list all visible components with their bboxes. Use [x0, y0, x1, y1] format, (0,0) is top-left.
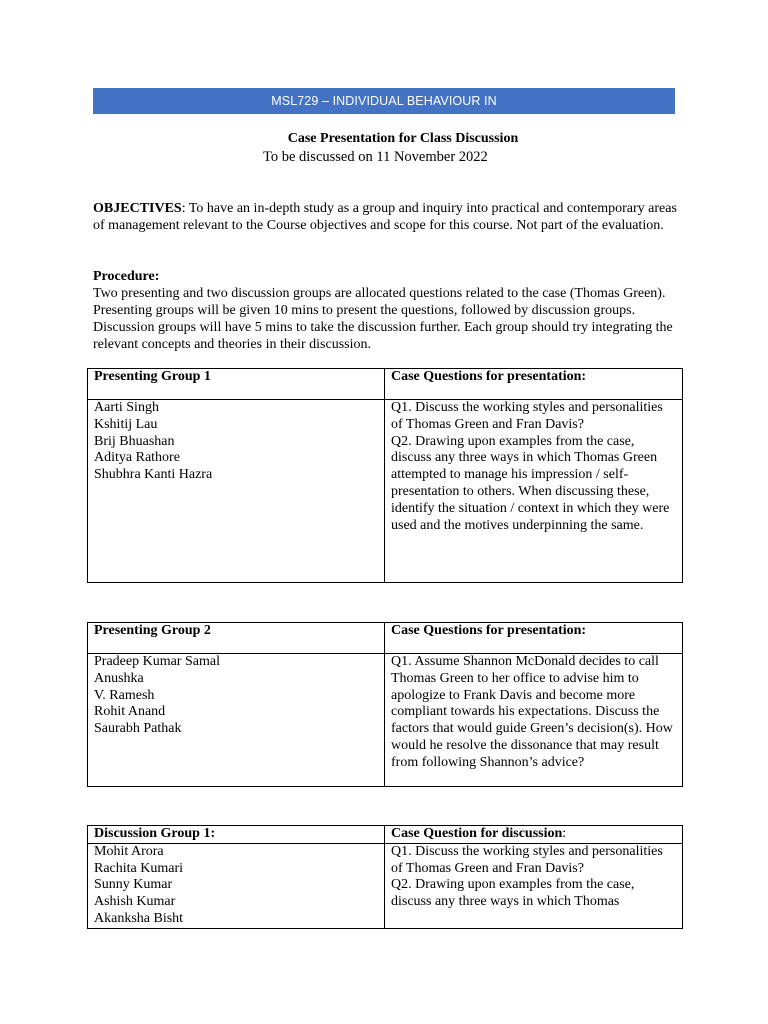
member-name: Saurabh Pathak	[94, 721, 182, 737]
discussion-date: To be discussed on 11 November 2022	[263, 149, 488, 165]
member-name: Rachita Kumari	[94, 860, 184, 876]
objectives-paragraph	[93, 200, 683, 234]
member-name: Aditya Rathore	[94, 450, 180, 466]
procedure-text: Two presenting and two discussion groups are allocated questions related to the case (Thomas Green). Presenting groups will be given 10 mins to present the questions, followed by discussion groups. Discussion groups will have 5 mins to take the discussion further. Each group should try integrating the relevant concepts and theories in their discussion.	[93, 286, 673, 352]
questions-heading: Case Questions for presentation:	[385, 369, 683, 400]
member-name: Brij Bhuashan	[94, 433, 175, 449]
member-name: Rohit Anand	[94, 704, 166, 720]
member-list	[88, 843, 385, 928]
member-name: Shubhra Kanti Hazra	[94, 467, 213, 483]
member-list	[88, 400, 385, 583]
member-name: Aarti Singh	[94, 400, 159, 415]
question-text: Q2. Drawing upon examples from the case, discuss any three ways in which Thomas Green attempted to manage his impression / self-presentation to others. When discussing these, identify the situation / context in which they were used and the motives underpinning the same.	[391, 433, 670, 533]
procedure-heading: Procedure:	[93, 269, 160, 284]
question-list	[385, 400, 683, 583]
objectives-text: : To have an in-depth study as a group and inquiry into practical and contemporary areas of management relevant to the Course objectives and scope for this course. Not part of the evaluation.	[93, 201, 677, 233]
discussion-group-1-table	[87, 825, 683, 929]
question-text: Q1. Discuss the working styles and personalities of Thomas Green and Fran Davis?	[391, 400, 663, 432]
member-list	[88, 654, 385, 787]
question-list	[385, 654, 683, 787]
questions-heading-colon: :	[562, 826, 567, 841]
member-name: Akanksha Bisht	[94, 910, 184, 926]
member-name: Sunny Kumar	[94, 877, 173, 893]
question-text: Q2. Drawing upon examples from the case, discuss any three ways in which Thomas	[391, 877, 635, 910]
document-title: Case Presentation for Class Discussion	[287, 131, 519, 146]
member-name: Pradeep Kumar Samal	[94, 654, 220, 669]
objectives-label: OBJECTIVES	[93, 201, 182, 216]
course-banner: MSL729 – INDIVIDUAL BEHAVIOUR IN	[93, 88, 675, 114]
member-name: Anushka	[94, 670, 144, 686]
member-name: Ashish Kumar	[94, 894, 176, 910]
member-name: Kshitij Lau	[94, 416, 158, 432]
questions-heading: Case Questions for presentation:	[385, 623, 683, 654]
question-text: Q1. Discuss the working styles and personalities of Thomas Green and Fran Davis?	[391, 843, 663, 876]
questions-heading-text: Case Question for discussion	[391, 826, 563, 841]
member-name: Mohit Arora	[94, 843, 164, 859]
presenting-group-1-table	[87, 368, 683, 583]
presenting-group-2-table	[87, 622, 683, 787]
question-text: Q1. Assume Shannon McDonald decides to call Thomas Green to her office to advise him to apologize to Frank Davis and become more compliant towards his expectations. Discuss the factors that would guide Green’s decision(s). How would he resolve the dissonance that may result from following Shannon’s advice?	[391, 654, 673, 770]
member-name: V. Ramesh	[94, 687, 155, 703]
group-name: Presenting Group 2	[88, 623, 385, 654]
questions-heading	[385, 826, 683, 844]
question-list	[385, 843, 683, 928]
group-name: Presenting Group 1	[88, 369, 385, 400]
group-name: Discussion Group 1:	[88, 826, 385, 844]
